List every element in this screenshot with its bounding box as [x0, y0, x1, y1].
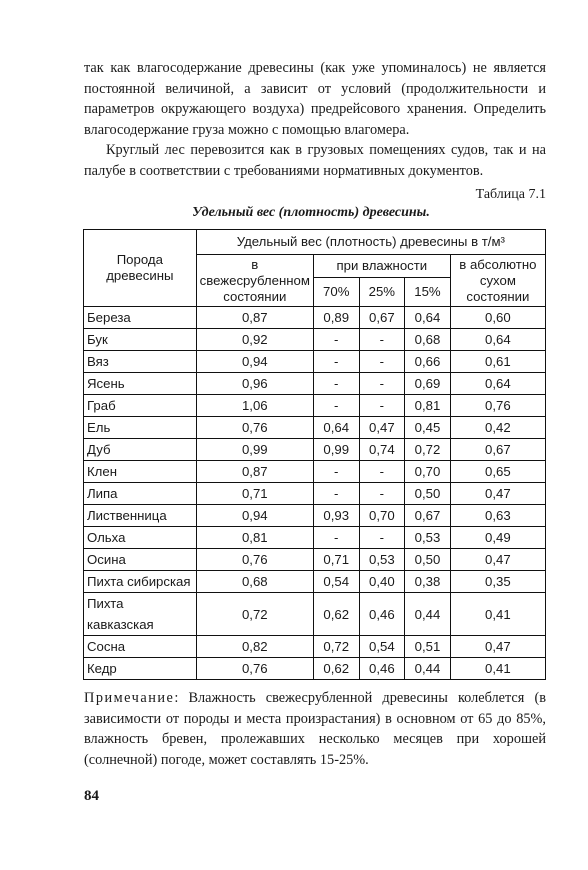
- density-cell: -: [313, 461, 359, 483]
- note-label: Примечание: [84, 690, 175, 706]
- density-cell: 0,76: [196, 417, 313, 439]
- species-cell: Граб: [84, 395, 197, 417]
- density-cell: 0,53: [359, 549, 405, 571]
- density-cell: 0,46: [359, 593, 405, 636]
- table-row: [84, 351, 546, 373]
- density-cell: 0,94: [196, 351, 313, 373]
- density-cell: 0,62: [313, 593, 359, 636]
- density-cell: 0,51: [405, 636, 451, 658]
- density-cell: 0,64: [450, 373, 545, 395]
- density-cell: -: [313, 483, 359, 505]
- table-row: [84, 395, 546, 417]
- density-cell: 0,82: [196, 636, 313, 658]
- density-cell: 0,99: [313, 439, 359, 461]
- density-cell: 0,45: [405, 417, 451, 439]
- density-cell: -: [359, 395, 405, 417]
- density-cell: 0,67: [359, 307, 405, 329]
- density-cell: 0,63: [450, 505, 545, 527]
- header-humidity: при влажности: [313, 255, 450, 278]
- species-cell: Береза: [84, 307, 197, 329]
- density-cell: 0,68: [405, 329, 451, 351]
- density-cell: 0,46: [359, 658, 405, 680]
- density-cell: 0,71: [313, 549, 359, 571]
- density-cell: 0,61: [450, 351, 545, 373]
- species-cell: Сосна: [84, 636, 197, 658]
- header-dry: в абсолютно сухом состоянии: [450, 255, 545, 307]
- page-body: [84, 58, 546, 770]
- density-cell: 0,40: [359, 571, 405, 593]
- density-cell: -: [359, 527, 405, 549]
- table-row: [84, 461, 546, 483]
- paragraph-2: Круглый лес перевозится как в грузовых помещениях судов, так и на палубе в соответствии с требованиями нормативных документов.: [84, 142, 546, 179]
- density-cell: 0,81: [405, 395, 451, 417]
- density-cell: 0,47: [450, 549, 545, 571]
- density-cell: 0,65: [450, 461, 545, 483]
- density-cell: 1,06: [196, 395, 313, 417]
- density-cell: 0,87: [196, 307, 313, 329]
- table-row: [84, 658, 546, 680]
- table-row: [84, 307, 546, 329]
- density-cell: 0,68: [196, 571, 313, 593]
- density-cell: 0,60: [450, 307, 545, 329]
- density-cell: 0,47: [450, 636, 545, 658]
- density-cell: 0,38: [405, 571, 451, 593]
- density-cell: 0,74: [359, 439, 405, 461]
- density-cell: 0,54: [313, 571, 359, 593]
- density-cell: 0,44: [405, 593, 451, 636]
- table-number: Таблица 7.1: [475, 187, 546, 202]
- table-row: [84, 549, 546, 571]
- header-fresh: в свежесрубленном состоянии: [196, 255, 313, 307]
- density-cell: -: [313, 329, 359, 351]
- density-cell: 0,54: [359, 636, 405, 658]
- density-cell: 0,69: [405, 373, 451, 395]
- density-table: [83, 229, 546, 680]
- density-cell: 0,94: [196, 505, 313, 527]
- header-h25: 25%: [359, 278, 405, 307]
- density-cell: -: [359, 461, 405, 483]
- density-cell: 0,76: [196, 658, 313, 680]
- density-cell: 0,72: [405, 439, 451, 461]
- density-cell: 0,50: [405, 483, 451, 505]
- density-cell: 0,66: [405, 351, 451, 373]
- table-row: [84, 439, 546, 461]
- species-cell: Осина: [84, 549, 197, 571]
- table-row: [84, 373, 546, 395]
- paragraph-1: так как влагосодержание древесины (как уже упоминалось) не является постоянной величиной, а зависит от условий (продолжительности и параметров окружающего воздуха) предрейсового хранения. Определить влагосодержание груза можно с помощью влагомера.: [84, 60, 546, 138]
- species-cell: Ясень: [84, 373, 197, 395]
- density-cell: 0,96: [196, 373, 313, 395]
- density-cell: 0,87: [196, 461, 313, 483]
- table-row: [84, 571, 546, 593]
- species-cell: Вяз: [84, 351, 197, 373]
- density-cell: 0,67: [405, 505, 451, 527]
- page-number: 84: [84, 788, 99, 804]
- density-cell: 0,93: [313, 505, 359, 527]
- density-cell: -: [313, 351, 359, 373]
- density-cell: 0,44: [405, 658, 451, 680]
- density-cell: 0,81: [196, 527, 313, 549]
- density-cell: -: [313, 395, 359, 417]
- header-h70: 70%: [313, 278, 359, 307]
- table-body: [84, 307, 546, 680]
- header-h15: 15%: [405, 278, 451, 307]
- table-row: [84, 483, 546, 505]
- density-cell: 0,53: [405, 527, 451, 549]
- density-cell: 0,72: [196, 593, 313, 636]
- density-cell: 0,41: [450, 658, 545, 680]
- density-cell: -: [359, 351, 405, 373]
- note: [84, 688, 546, 770]
- density-cell: -: [359, 373, 405, 395]
- density-cell: 0,92: [196, 329, 313, 351]
- density-cell: 0,35: [450, 571, 545, 593]
- species-cell: Липа: [84, 483, 197, 505]
- header-species: Порода древесины: [84, 230, 197, 307]
- species-cell: Лиственница: [84, 505, 197, 527]
- density-cell: -: [359, 483, 405, 505]
- table-row: [84, 505, 546, 527]
- table-row: [84, 636, 546, 658]
- species-cell: Клен: [84, 461, 197, 483]
- species-cell: Ольха: [84, 527, 197, 549]
- species-cell: Пихта кавказская: [84, 593, 197, 636]
- density-cell: 0,67: [450, 439, 545, 461]
- density-cell: -: [313, 527, 359, 549]
- density-cell: 0,42: [450, 417, 545, 439]
- density-cell: -: [313, 373, 359, 395]
- density-cell: 0,47: [450, 483, 545, 505]
- species-cell: Бук: [84, 329, 197, 351]
- density-cell: 0,71: [196, 483, 313, 505]
- density-cell: 0,70: [359, 505, 405, 527]
- table-title: Удельный вес (плотность) древесины.: [192, 205, 430, 220]
- density-cell: 0,41: [450, 593, 545, 636]
- density-cell: 0,89: [313, 307, 359, 329]
- density-cell: 0,70: [405, 461, 451, 483]
- species-cell: Ель: [84, 417, 197, 439]
- density-cell: 0,50: [405, 549, 451, 571]
- table-row: [84, 527, 546, 549]
- density-cell: 0,49: [450, 527, 545, 549]
- density-cell: 0,99: [196, 439, 313, 461]
- density-cell: 0,76: [450, 395, 545, 417]
- density-cell: 0,64: [405, 307, 451, 329]
- table-header-row: [84, 230, 546, 255]
- density-cell: 0,64: [313, 417, 359, 439]
- species-cell: Пихта сибирская: [84, 571, 197, 593]
- table-row: [84, 593, 546, 636]
- table-row: [84, 417, 546, 439]
- header-group: Удельный вес (плотность) древесины в т/м³: [196, 230, 545, 255]
- density-cell: 0,62: [313, 658, 359, 680]
- density-cell: 0,47: [359, 417, 405, 439]
- table-row: [84, 329, 546, 351]
- species-cell: Кедр: [84, 658, 197, 680]
- note-text: : Влажность свежесрубленной древесины колеблется (в зависимости от породы и места произрастания) в основном от 65 до 85%, влажность бревен, пролежавших несколько месяцев при хорошей (солнечной) погоде, может составлять 15-25%.: [84, 690, 546, 768]
- density-cell: 0,76: [196, 549, 313, 571]
- species-cell: Дуб: [84, 439, 197, 461]
- density-cell: -: [359, 329, 405, 351]
- density-cell: 0,64: [450, 329, 545, 351]
- density-cell: 0,72: [313, 636, 359, 658]
